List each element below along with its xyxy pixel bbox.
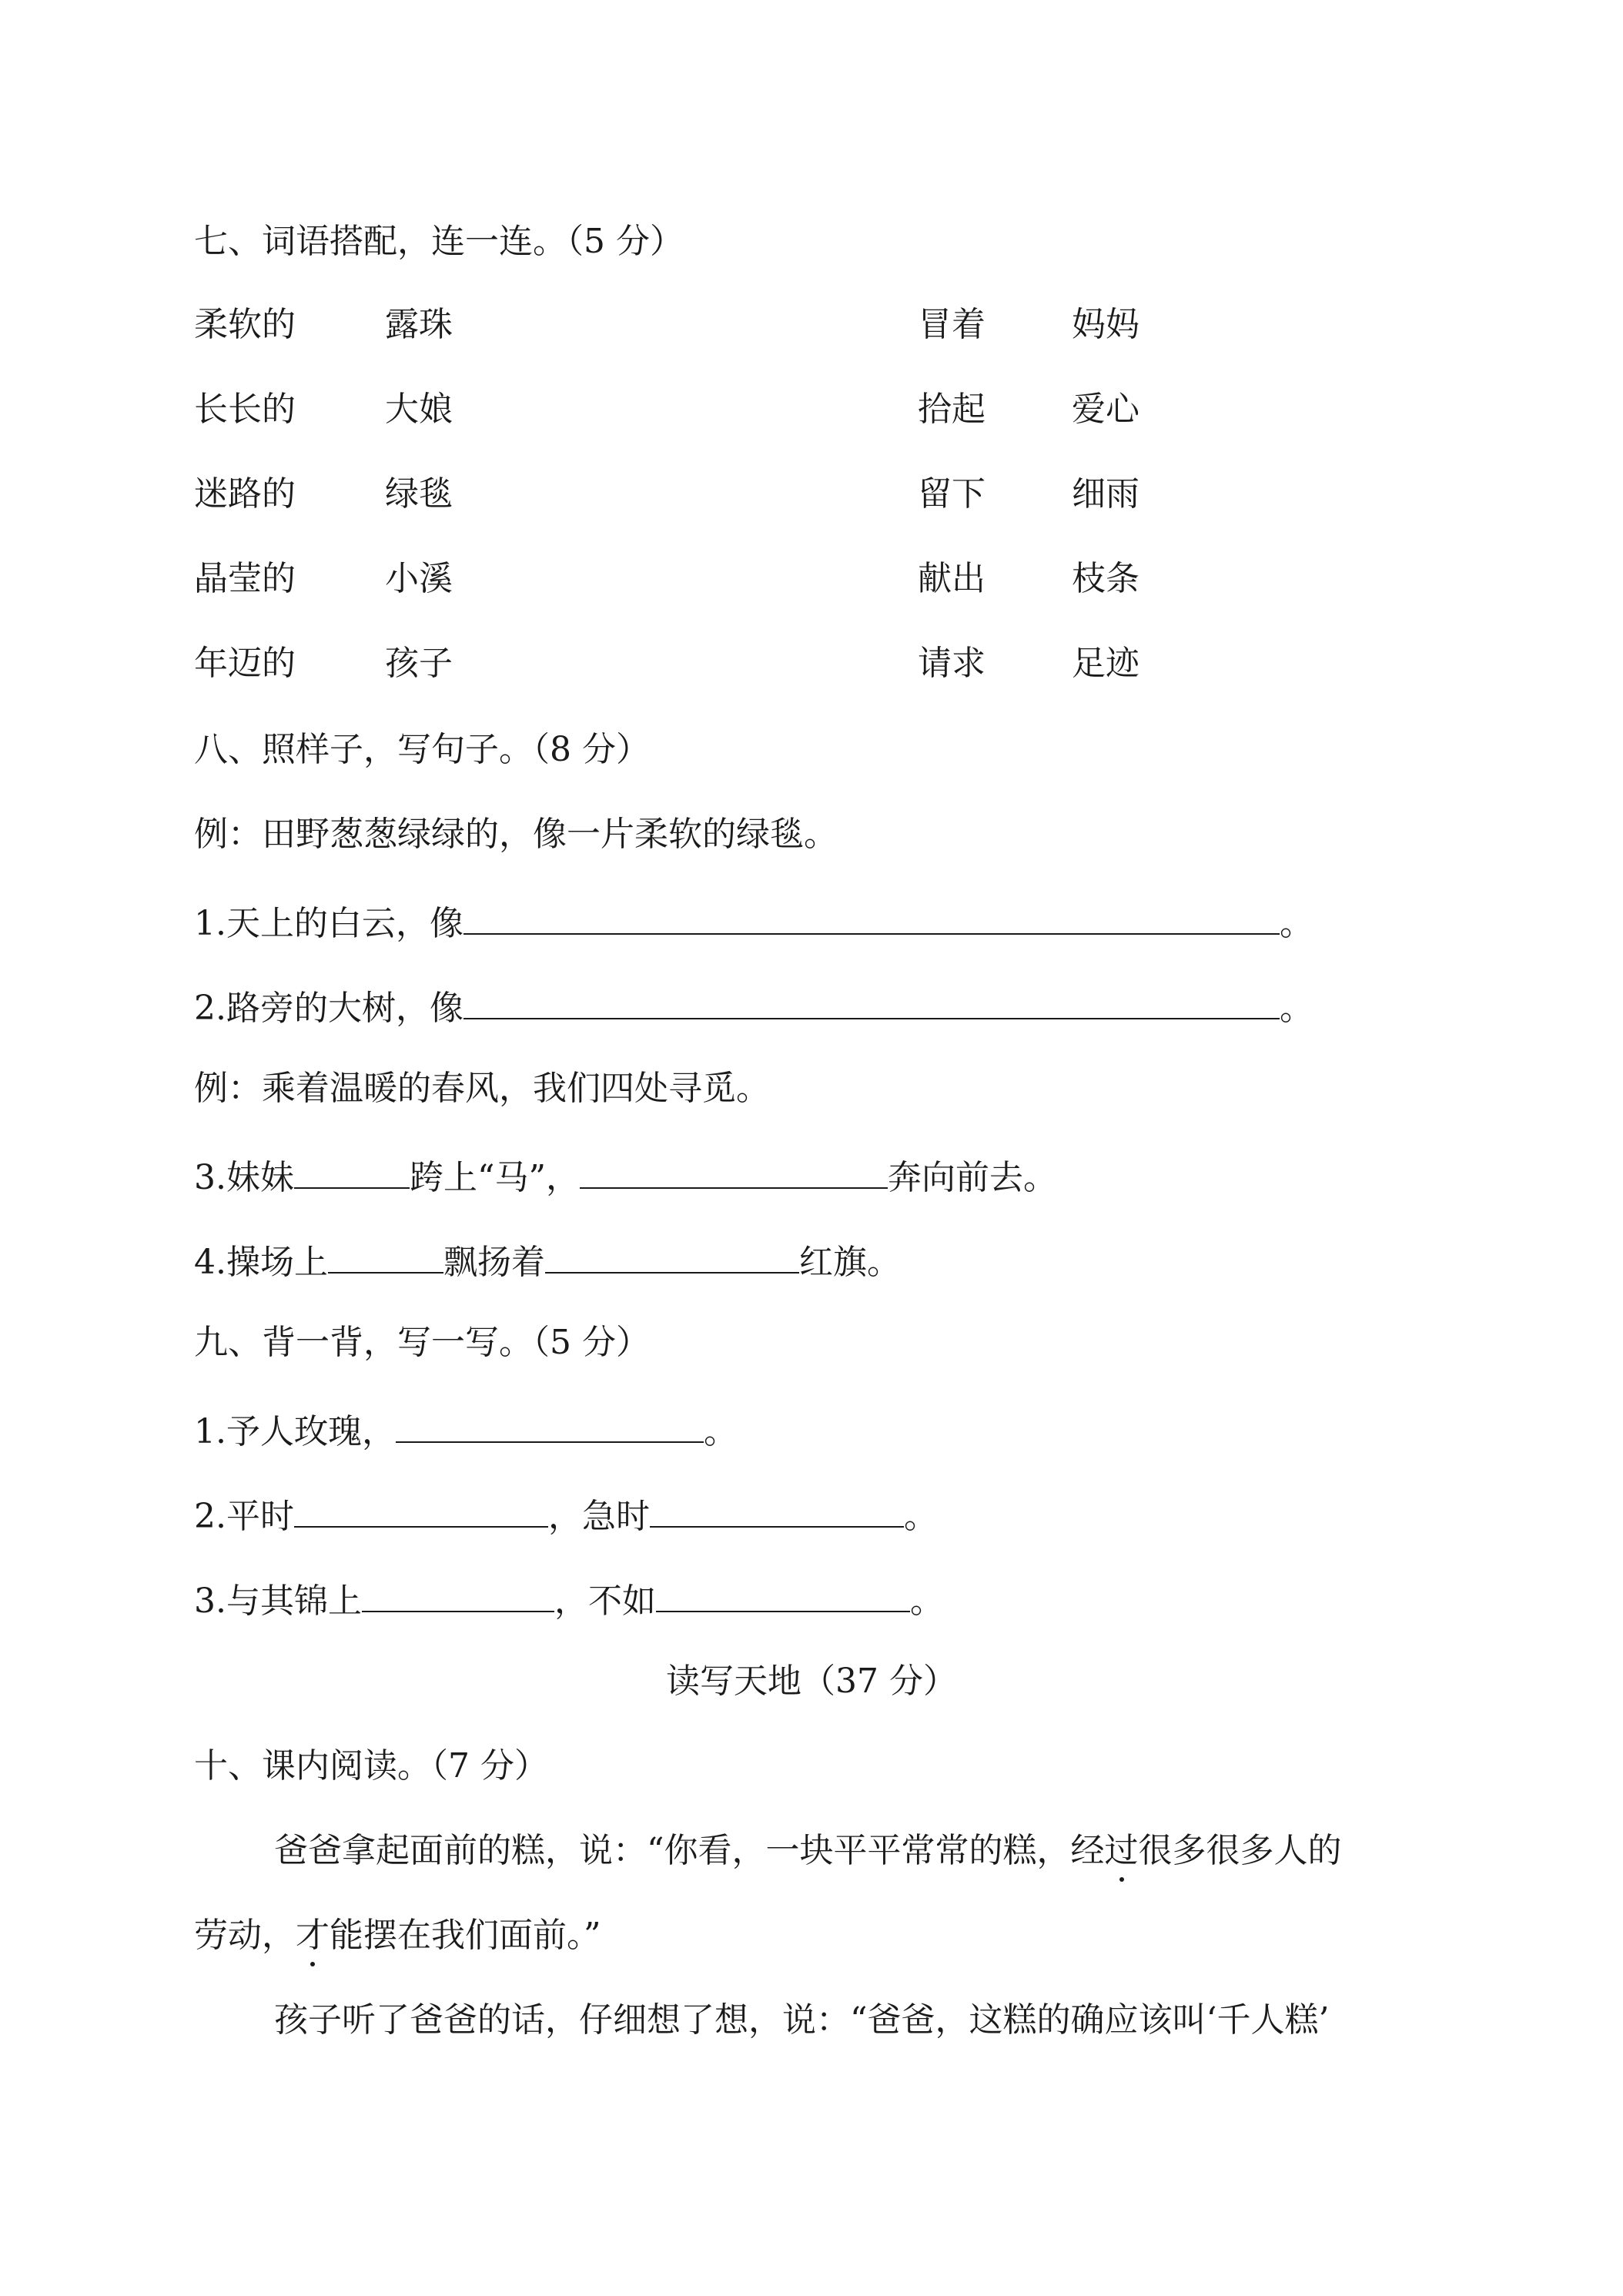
answer-blank[interactable] (580, 1156, 888, 1189)
answer-blank[interactable] (328, 1241, 443, 1274)
q9-3-mid: ，不如 (554, 1581, 656, 1621)
q8-1-suffix: 。 (1279, 904, 1313, 943)
q8-3-suffix: 奔向前去。 (887, 1158, 1057, 1197)
passage-text: 能摆在我们面前。” (330, 1916, 601, 1955)
q8-4-prefix: 4.操场上 (194, 1243, 328, 1282)
q8-1-prefix: 1.天上的白云，像 (194, 904, 463, 943)
question-8-1 (194, 902, 1313, 941)
match-right-b-5[interactable]: 足迹 (1072, 644, 1139, 683)
q8-2-prefix: 2.路旁的大树，像 (194, 989, 463, 1028)
section-9-title: 九、背一背，写一写。（5 分） (194, 1323, 650, 1362)
q9-3-suffix: 。 (909, 1581, 944, 1621)
match-right-b-2[interactable]: 爱心 (1072, 390, 1139, 429)
match-right-a-4[interactable]: 献出 (918, 559, 986, 598)
q9-2-mid: ，急时 (547, 1497, 650, 1536)
answer-blank[interactable] (396, 1411, 704, 1443)
match-left-b-4[interactable]: 小溪 (385, 559, 453, 598)
section-7-title: 七、词语搭配，连一连。（5 分） (194, 222, 684, 261)
match-left-a-2[interactable]: 长长的 (194, 390, 296, 429)
example-1: 例：田野葱葱绿绿的，像一片柔软的绿毯。 (194, 815, 838, 854)
answer-blank[interactable] (294, 1495, 548, 1528)
emphasis-dot-char: 才 (296, 1916, 330, 1955)
passage-text: 很多很多人的 (1138, 1831, 1342, 1870)
match-left-b-3[interactable]: 绿毯 (385, 474, 453, 514)
passage-text: 劳动， (194, 1916, 296, 1955)
part-title: 读写天地（37 分） (666, 1662, 957, 1701)
q9-2-prefix: 2.平时 (194, 1497, 294, 1536)
q9-3-prefix: 3.与其锦上 (194, 1581, 362, 1621)
answer-blank[interactable] (463, 987, 1280, 1019)
match-right-b-3[interactable]: 细雨 (1072, 474, 1139, 514)
q8-2-suffix: 。 (1279, 989, 1313, 1028)
match-right-a-3[interactable]: 留下 (918, 474, 986, 514)
passage-line-3: 孩子听了爸爸的话，仔细想了想，说：“爸爸，这糕的确应该叫‘千人糕’ (274, 2000, 1330, 2040)
match-left-a-3[interactable]: 迷路的 (194, 474, 296, 514)
q8-3-mid: 跨上“马”， (409, 1158, 580, 1197)
section-10-title: 十、课内阅读。（7 分） (194, 1746, 548, 1786)
passage-line-2 (194, 1916, 601, 1955)
answer-blank[interactable] (545, 1241, 799, 1274)
question-8-2 (194, 987, 1313, 1026)
question-9-2 (194, 1495, 938, 1534)
answer-blank[interactable] (294, 1156, 410, 1189)
match-left-a-5[interactable]: 年迈的 (194, 644, 296, 683)
answer-blank[interactable] (650, 1495, 904, 1528)
answer-blank[interactable] (362, 1580, 554, 1612)
q9-1-suffix: 。 (703, 1412, 738, 1451)
example-2: 例：乘着温暖的春风，我们四处寻觅。 (194, 1069, 770, 1108)
emphasis-dot-char: 过 (1104, 1831, 1139, 1870)
match-left-b-5[interactable]: 孩子 (385, 644, 453, 683)
answer-blank[interactable] (656, 1580, 910, 1612)
match-right-b-1[interactable]: 妈妈 (1072, 305, 1139, 344)
match-left-a-4[interactable]: 晶莹的 (194, 559, 296, 598)
q8-4-suffix: 红旗。 (798, 1243, 901, 1282)
question-8-3 (194, 1156, 1057, 1195)
section-8-title: 八、照样子，写句子。（8 分） (194, 730, 650, 769)
match-right-a-5[interactable]: 请求 (918, 644, 986, 683)
passage-line-1 (274, 1831, 1342, 1870)
match-left-b-2[interactable]: 大娘 (385, 390, 453, 429)
q8-3-prefix: 3.妹妹 (194, 1158, 294, 1197)
q9-1-prefix: 1.予人玫瑰， (194, 1412, 396, 1451)
answer-blank[interactable] (463, 902, 1280, 935)
match-right-b-4[interactable]: 枝条 (1072, 559, 1139, 598)
match-left-a-1[interactable]: 柔软的 (194, 305, 296, 344)
q8-4-mid: 飘扬着 (443, 1243, 545, 1282)
match-right-a-1[interactable]: 冒着 (918, 305, 986, 344)
passage-text: 爸爸拿起面前的糕，说：“你看，一块平平常常的糕，经 (274, 1831, 1105, 1870)
match-left-b-1[interactable]: 露珠 (385, 305, 453, 344)
match-right-a-2[interactable]: 拾起 (918, 390, 986, 429)
question-8-4 (194, 1241, 901, 1280)
question-9-1 (194, 1411, 738, 1449)
q9-2-suffix: 。 (903, 1497, 938, 1536)
question-9-3 (194, 1580, 944, 1621)
